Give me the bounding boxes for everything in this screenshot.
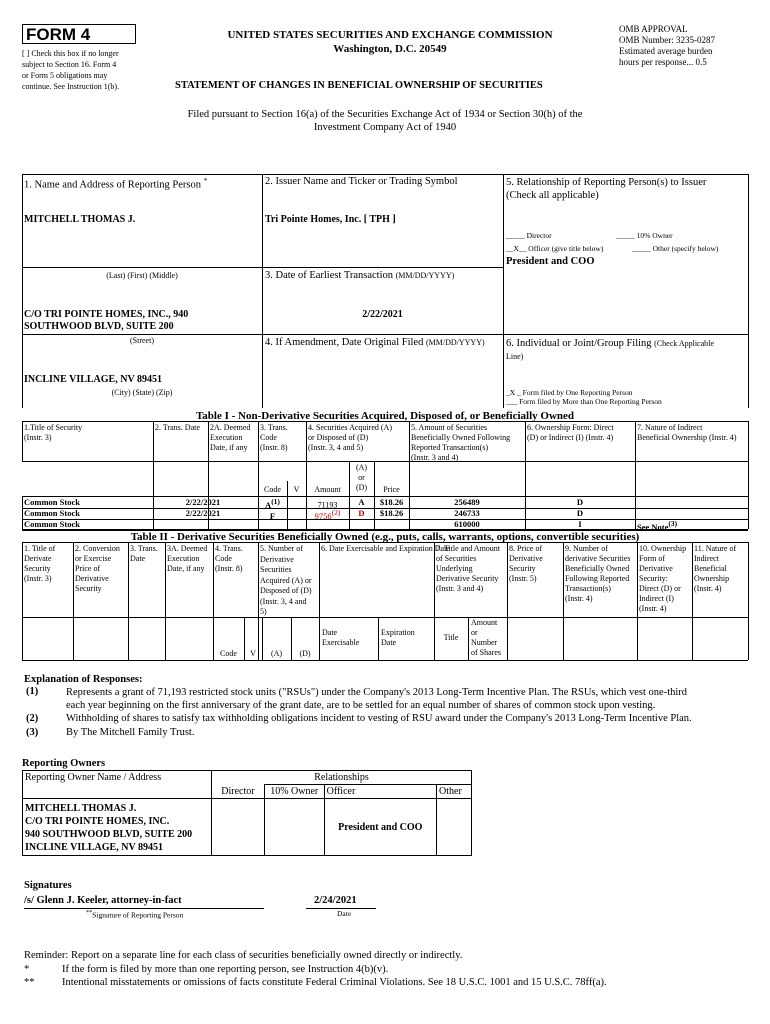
star-footnote: If the form is filed by more than one reporting person, see Instruction 4(b)(v). <box>62 964 389 975</box>
issuer-name: Tri Pointe Homes, Inc. [ TPH ] <box>265 214 396 225</box>
t1-cell-code: $A^{(1)}$ <box>265 497 280 510</box>
t2-col11-header: 11. Nature of Indirect Beneficial Ownership (Instr. 4) <box>694 544 737 593</box>
t1-cell-owned: 610000 <box>454 519 480 529</box>
table2-title: Table II - Derivative Securities Beneficially Owned (e.g., puts, calls, warrants, options, convertible securities) <box>130 531 640 543</box>
filed-pursuant: Filed pursuant to Section 16(a) of the Securities Exchange Act of 1934 or Section 30(h) of the Investment Company Act of 1940 <box>187 109 583 133</box>
t1-cell-ad: A <box>358 497 365 507</box>
rule <box>73 542 74 660</box>
t1-col3-header: 3. Trans. Code (Instr. 8) <box>260 423 288 452</box>
explanation-num-1: (1) <box>26 686 39 697</box>
t2-sub-a: (A) <box>270 649 283 658</box>
t2-sub-d: (D) <box>299 649 311 658</box>
rule <box>258 421 259 461</box>
director-checkbox: _____ Director <box>506 231 552 240</box>
box6-label: 6. Individual or Joint/Group Filing (Check Applicable Line) <box>506 338 714 361</box>
t2-col4-header: 4. Trans. Code (Instr. 8) <box>215 544 243 573</box>
box1-label: 1. Name and Address of Reporting Person * <box>24 176 208 191</box>
rule <box>468 617 469 660</box>
rule <box>748 174 749 408</box>
agency-header: UNITED STATES SECURITIES AND EXCHANGE COMMISSION Washington, D.C. 20549 <box>227 29 553 55</box>
t2-col3-header: 3. Trans. Date <box>130 544 158 563</box>
rule <box>409 461 410 496</box>
t1-cell-title: Common Stock <box>24 519 80 529</box>
omb-approval: OMB APPROVAL OMB Number: 3235-0287 Estimated average burden hours per response... 0.5 <box>619 24 715 67</box>
box2-label: 2. Issuer Name and Ticker or Trading Symbol <box>265 176 458 187</box>
t2-col9-header: 9. Number of derivative Securities Beneficially Owned Following Reported Transaction(s) (Instr. 4) <box>565 544 631 603</box>
rule <box>262 334 748 335</box>
t2-sub-date-exercisable: Date Exercisable <box>322 628 360 647</box>
rule <box>563 542 564 660</box>
rule <box>692 542 693 660</box>
rule <box>208 461 209 496</box>
star-mark: * <box>24 964 30 975</box>
t1-cell-form: D <box>576 508 584 518</box>
t1-cell-form: D <box>576 497 584 507</box>
rule <box>306 421 307 461</box>
rule <box>262 267 504 268</box>
t2-sub-title: Title <box>443 633 459 642</box>
t1-cell-code: F <box>269 510 276 521</box>
footnote-ref: (1) <box>271 497 280 506</box>
ten-percent-checkbox: _____ 10% Owner <box>616 231 673 240</box>
one-person-checkbox: _X _ Form filed by One Reporting Person <box>506 388 633 397</box>
city-state-zip: INCLINE VILLAGE, NV 89451 <box>24 374 162 385</box>
col-rule <box>349 496 350 529</box>
t1-col1-header: 1.Title of Security (Instr. 3) <box>24 423 83 442</box>
t2-col7-header: 7. Title and Amount of Securities Underlying Derivative Security (Instr. 3 and 4) <box>436 544 501 593</box>
city-caption: (City) (State) (Zip) <box>111 388 173 397</box>
statement-title: STATEMENT OF CHANGES IN BENEFICIAL OWNERSHIP OF SECURITIES <box>175 80 543 91</box>
t2-col5-header: 5. Number of Derivative Securities Acquired (A) or Disposed of (D) (Instr. 3, 4 and 5) <box>260 544 312 616</box>
rule <box>748 421 749 461</box>
officer-title: President and COO <box>506 256 595 267</box>
rule <box>22 267 263 268</box>
rule <box>262 174 263 408</box>
date-caption: Date <box>337 909 352 918</box>
t2-col2-header: 2. Conversion or Exercise Price of Derivative Security <box>75 544 120 593</box>
earliest-transaction-date: 2/22/2021 <box>362 309 403 320</box>
t2-sub-amount: Amount or Number of Shares <box>471 618 501 657</box>
t1-sub-v: V <box>293 485 300 494</box>
double-star-mark: ** <box>24 977 35 988</box>
rule <box>22 660 748 661</box>
officer-cell: President and COO <box>324 799 436 856</box>
officer-checkbox: __X__ Officer (give title below) <box>506 244 604 253</box>
rule <box>748 461 749 496</box>
rule <box>637 542 638 660</box>
other-cell <box>437 799 472 856</box>
reporting-person-name: MITCHELL THOMAS J. <box>24 214 136 225</box>
t1-col2a-header: 2A. Deemed Execution Date, if any <box>210 423 251 452</box>
rule <box>525 421 526 461</box>
col-rule <box>208 496 209 529</box>
rule <box>525 461 526 496</box>
t1-col7-header: 7. Nature of Indirect Beneficial Ownership (Instr. 4) <box>637 423 737 442</box>
explanation-num-3: (3) <box>26 727 39 738</box>
rule <box>503 174 504 408</box>
footnote-ref: (2) <box>331 508 341 517</box>
t1-col2-header: 2. Trans. Date <box>155 423 200 432</box>
col-rule <box>635 496 636 529</box>
ten-owner-cell <box>264 799 324 856</box>
t1-cell-owned: 246733 <box>454 508 480 518</box>
col-rule <box>258 496 259 529</box>
t2-col1-header: 1. Title of Derivate Security (Instr. 3) <box>24 544 56 583</box>
rule <box>128 542 129 660</box>
rule <box>507 542 508 660</box>
ten-owner-col-header: 10% Owner <box>264 785 324 799</box>
rule <box>208 421 209 461</box>
other-col-header: Other <box>437 785 472 799</box>
t2-sub-expiration: Expiration Date <box>381 628 415 647</box>
t1-col5-header: 5. Amount of Securities Beneficially Owned Following Reported Transaction(s) (Instr. 3 and 4) <box>411 423 511 462</box>
rule <box>22 334 263 335</box>
rule <box>434 542 435 660</box>
rule <box>22 421 23 461</box>
t1-cell-nature: See Note$^{(3)}$ <box>637 519 678 532</box>
reporting-owners-heading: Reporting Owners <box>22 758 106 769</box>
officer-col-header: Officer <box>324 785 436 799</box>
reminder-text: Reminder: Report on a separate line for each class of securities beneficially owned directly or indirectly. <box>24 950 463 961</box>
t2-col6-header: 6. Date Exercisable and Expiration Date <box>321 544 450 553</box>
signature-date: 2/24/2021 <box>314 895 357 906</box>
rule <box>635 421 636 461</box>
signature-caption: **Signature of Reporting Person <box>86 909 184 920</box>
signer-name: /s/ Glenn J. Keeler, attorney-in-fact <box>24 895 182 906</box>
rule <box>748 542 749 660</box>
footnote-ref: (3) <box>668 519 678 528</box>
t1-cell-title: Common Stock <box>24 508 80 518</box>
rule <box>22 542 748 543</box>
rule <box>748 496 749 529</box>
col-rule <box>153 496 154 529</box>
t2-sub-code: Code <box>220 649 237 658</box>
t1-col6-header: 6. Ownership Form: Direct (D) or Indirect (I) (Instr. 4) <box>527 423 614 442</box>
explanation-num-2: (2) <box>26 713 39 724</box>
rule <box>22 174 23 408</box>
rule <box>22 421 748 422</box>
col-rule <box>374 496 375 529</box>
col-rule <box>287 496 288 529</box>
street-caption: (Street) <box>130 336 154 345</box>
name-caption: (Last) (First) (Middle) <box>106 271 178 280</box>
group-checkbox: ___ Form filed by More than One Reporting Person <box>506 397 662 406</box>
t1-sub-ad: (A) or (D) <box>355 463 368 492</box>
box5-label: 5. Relationship of Reporting Person(s) to Issuer (Check all applicable) <box>506 177 707 201</box>
rule <box>213 542 214 660</box>
owner-name-cell: MITCHELL THOMAS J. C/O TRI POINTE HOMES, INC. 940 SOUTHWOOD BLVD, SUITE 200 INCLINE VILLAGE, NV 89451 <box>23 799 212 856</box>
explanation-1: Represents a grant of 71,193 restricted stock units ("RSUs") under the Company's 2013 Long-Term Incentive Plan. The RSUs, which vest one-third each year beginning on the first anniversary of the grant date, are to be settled for an equal number of shares of common stock upon vesting. <box>66 687 688 711</box>
t1-cell-amount: 9756$^{(2)}$ <box>314 508 341 521</box>
rule <box>258 542 259 660</box>
t1-cell-amount: 71193 <box>317 500 338 510</box>
explanation-3: By The Mitchell Family Trust. <box>66 727 195 738</box>
box4-label: 4. If Amendment, Date Original Filed (MM/DD/YYYY) <box>265 337 485 348</box>
owner-name-col-header: Reporting Owner Name / Address <box>23 771 212 799</box>
checkbox-note: [ ] Check this box if no longer subject to Section 16. Form 4 or Form 5 obligations may continue. See Instruction 1(b). <box>22 49 120 91</box>
rule <box>165 542 166 660</box>
t1-cell-ad: D <box>358 508 365 518</box>
t1-sub-code: Code <box>264 485 281 494</box>
other-checkbox: _____ Other (specify below) <box>632 244 719 253</box>
table1-title: Table I - Non-Derivative Securities Acquired, Disposed of, or Beneficially Owned <box>195 410 575 422</box>
form-title: FORM 4 <box>22 24 136 44</box>
street-address: C/O TRI POINTE HOMES, INC., 940 SOUTHWOOD BLVD, SUITE 200 <box>24 309 189 332</box>
rule <box>22 461 748 462</box>
reporting-owners-table <box>22 770 472 856</box>
rule <box>153 461 154 496</box>
explanation-2: Withholding of shares to satisfy tax withholding obligations incident to vesting of RSU award under the Company's 2013 Long-Term Incentive Plan. <box>66 713 692 724</box>
t2-sub-v: V <box>250 649 256 658</box>
t1-cell-title: Common Stock <box>24 497 80 507</box>
t1-col4-header: 4. Securities Acquired (A) or Disposed of (D) (Instr. 3, 4 and 5) <box>308 423 392 452</box>
rule <box>22 617 748 618</box>
double-star-footnote: Intentional misstatements or omissions of facts constitute Federal Criminal Violations. See 18 U.S.C. 1001 and 15 U.S.C. 78ff(a). <box>62 977 607 988</box>
box3-label: 3. Date of Earliest Transaction (MM/DD/YYYY) <box>265 270 455 281</box>
rule <box>409 421 410 461</box>
t1-cell-owned: 256489 <box>454 497 480 507</box>
rule <box>378 617 379 660</box>
t1-cell-date: 2/22/2021 <box>185 508 221 518</box>
rule <box>22 542 23 660</box>
director-cell <box>212 799 265 856</box>
t1-cell-form: I <box>578 519 582 529</box>
rule <box>22 496 23 529</box>
signatures-heading: Signatures <box>24 880 72 891</box>
t1-cell-date: 2/22/2021 <box>185 497 221 507</box>
t2-col8-header: 8. Price of Derivative Security (Instr. 5) <box>509 544 543 583</box>
rule <box>22 174 748 175</box>
t2-col3a-header: 3A. Deemed Execution Date, if any <box>167 544 208 573</box>
col-rule <box>525 496 526 529</box>
t1-sub-price: Price <box>383 485 400 494</box>
t1-cell-price: $18.26 <box>379 497 404 507</box>
rule <box>635 461 636 496</box>
director-col-header: Director <box>212 785 265 799</box>
t1-cell-price: $18.26 <box>379 508 404 518</box>
col-rule <box>409 496 410 529</box>
explanation-heading: Explanation of Responses: <box>24 674 143 685</box>
t2-col10-header: 10. Ownership Form of Derivative Security: Direct (D) or Indirect (I) (Instr. 4) <box>639 544 687 613</box>
rule <box>153 421 154 461</box>
col-rule <box>306 496 307 529</box>
rule <box>22 529 748 530</box>
t1-sub-amount: Amount <box>314 485 341 494</box>
relationships-header: Relationships <box>212 771 472 785</box>
rule <box>319 542 320 660</box>
